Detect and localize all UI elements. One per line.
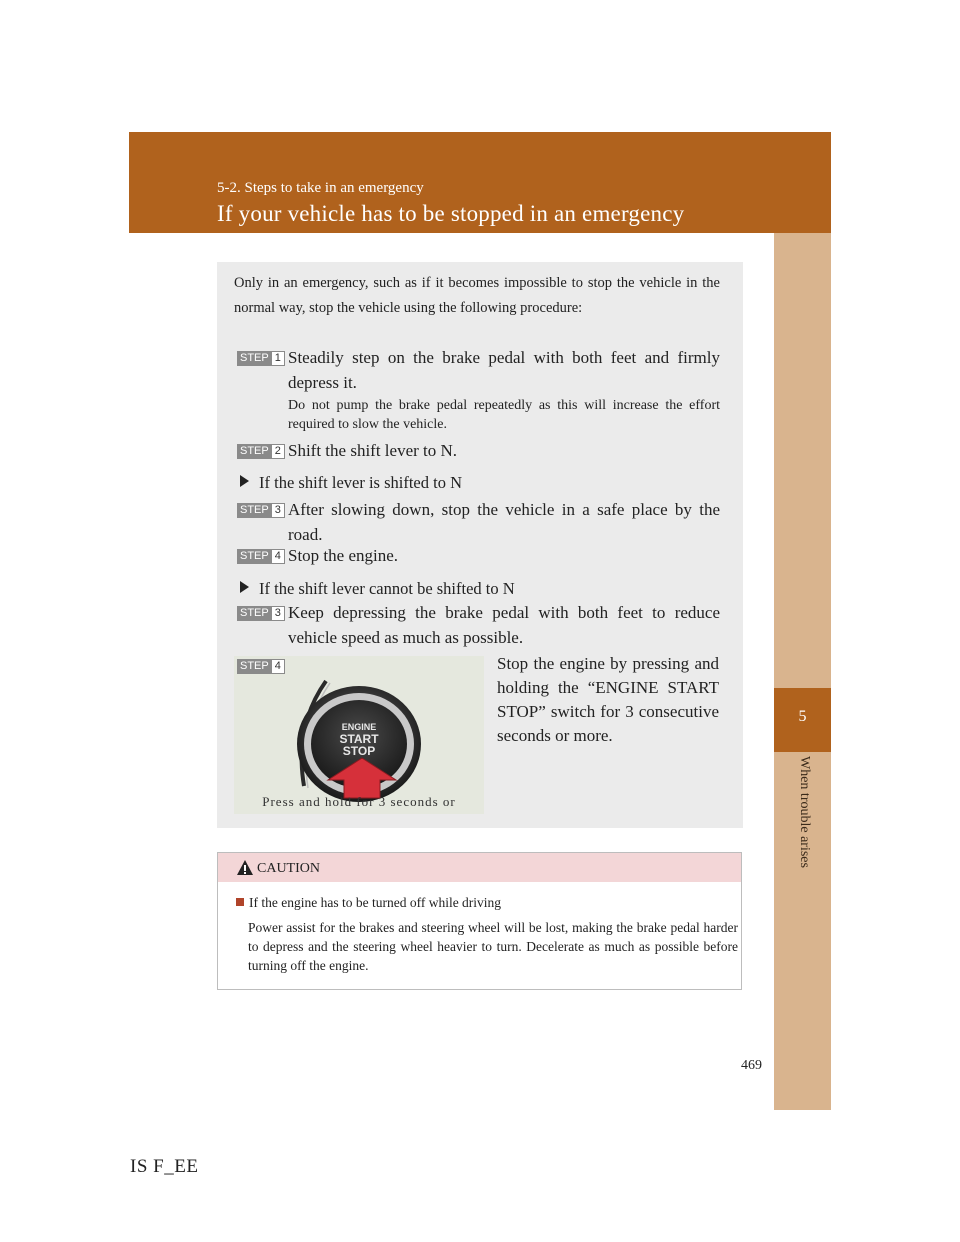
chapter-number: 5 [798,708,807,725]
case-b-label: If the shift lever cannot be shifted to N [259,579,515,598]
step-word: STEP [237,549,272,564]
button-label-line-1: ENGINE [341,722,377,732]
case-a-heading [240,472,462,494]
caution-body: Power assist for the brakes and steering wheel will be lost, making the brake pedal harder to depress and the steering wheel heavier to turn. Decelerate as much as possible before turning off the engine. [248,920,738,973]
step-4b-text: Stop the engine by pressing and holding the “ENGINE START STOP” switch for 3 consecutive seconds or more. [497,654,719,745]
caution-topic [236,894,501,911]
step-3b-text: Keep depressing the brake pedal with both feet to reduce vehicle speed as much as possible. [288,603,720,647]
step-number: 2 [272,444,285,459]
footer-code: IS F_EE [130,1156,199,1177]
chapter-title: When trouble arises [797,756,812,868]
caution-topic-text: If the engine has to be turned off while driving [249,895,502,910]
step-badge-2 [237,444,285,459]
step-word: STEP [237,503,272,518]
step-word: STEP [237,444,272,459]
step-number: 4 [272,659,285,674]
intro-text: Only in an emergency, such as if it becomes impossible to stop the vehicle in the normal way, stop the vehicle using the following procedure: [234,275,720,316]
step-badge-3b [237,606,285,621]
step-4a-text: Stop the engine. [288,546,399,565]
step-word: STEP [237,659,272,674]
step-number: 4 [272,549,285,564]
button-label-line-2: START [339,732,379,746]
photo-caption: Press and hold for 3 seconds or [262,794,456,809]
step-2-text: Shift the shift lever to N. [288,441,458,460]
step-1-note: Do not pump the brake pedal repeatedly as this will increase the effort required to slow the vehicle. [288,398,720,432]
step-badge-3a [237,503,285,518]
square-bullet-icon [236,898,244,906]
step-badge-4a [237,549,285,564]
bullet-triangle-icon [240,475,249,487]
step-badge-1 [237,351,285,366]
bullet-triangle-icon [240,581,249,593]
section-label: 5-2. Steps to take in an emergency [217,180,424,196]
page-title: If your vehicle has to be stopped in an emergency [217,201,685,226]
step-number: 3 [272,503,285,518]
case-b-heading [240,578,515,600]
warning-triangle-icon [236,859,254,876]
engine-start-button-photo [234,656,484,814]
step-1-text: Steadily step on the brake pedal with both feet and firmly depress it. [288,348,720,392]
case-a-label: If the shift lever is shifted to N [259,473,462,492]
step-word: STEP [237,606,272,621]
step-word: STEP [237,351,272,366]
step-number: 3 [272,606,285,621]
button-label-line-3: STOP [342,744,376,758]
engine-start-button-icon [234,656,484,814]
step-number: 1 [272,351,285,366]
chapter-side-tab [774,233,831,1110]
step-badge-4b [237,659,285,674]
page-number: 469 [741,1058,762,1073]
caution-label: CAUTION [257,861,320,876]
step-3a-text: After slowing down, stop the vehicle in a safe place by the road. [288,500,720,544]
